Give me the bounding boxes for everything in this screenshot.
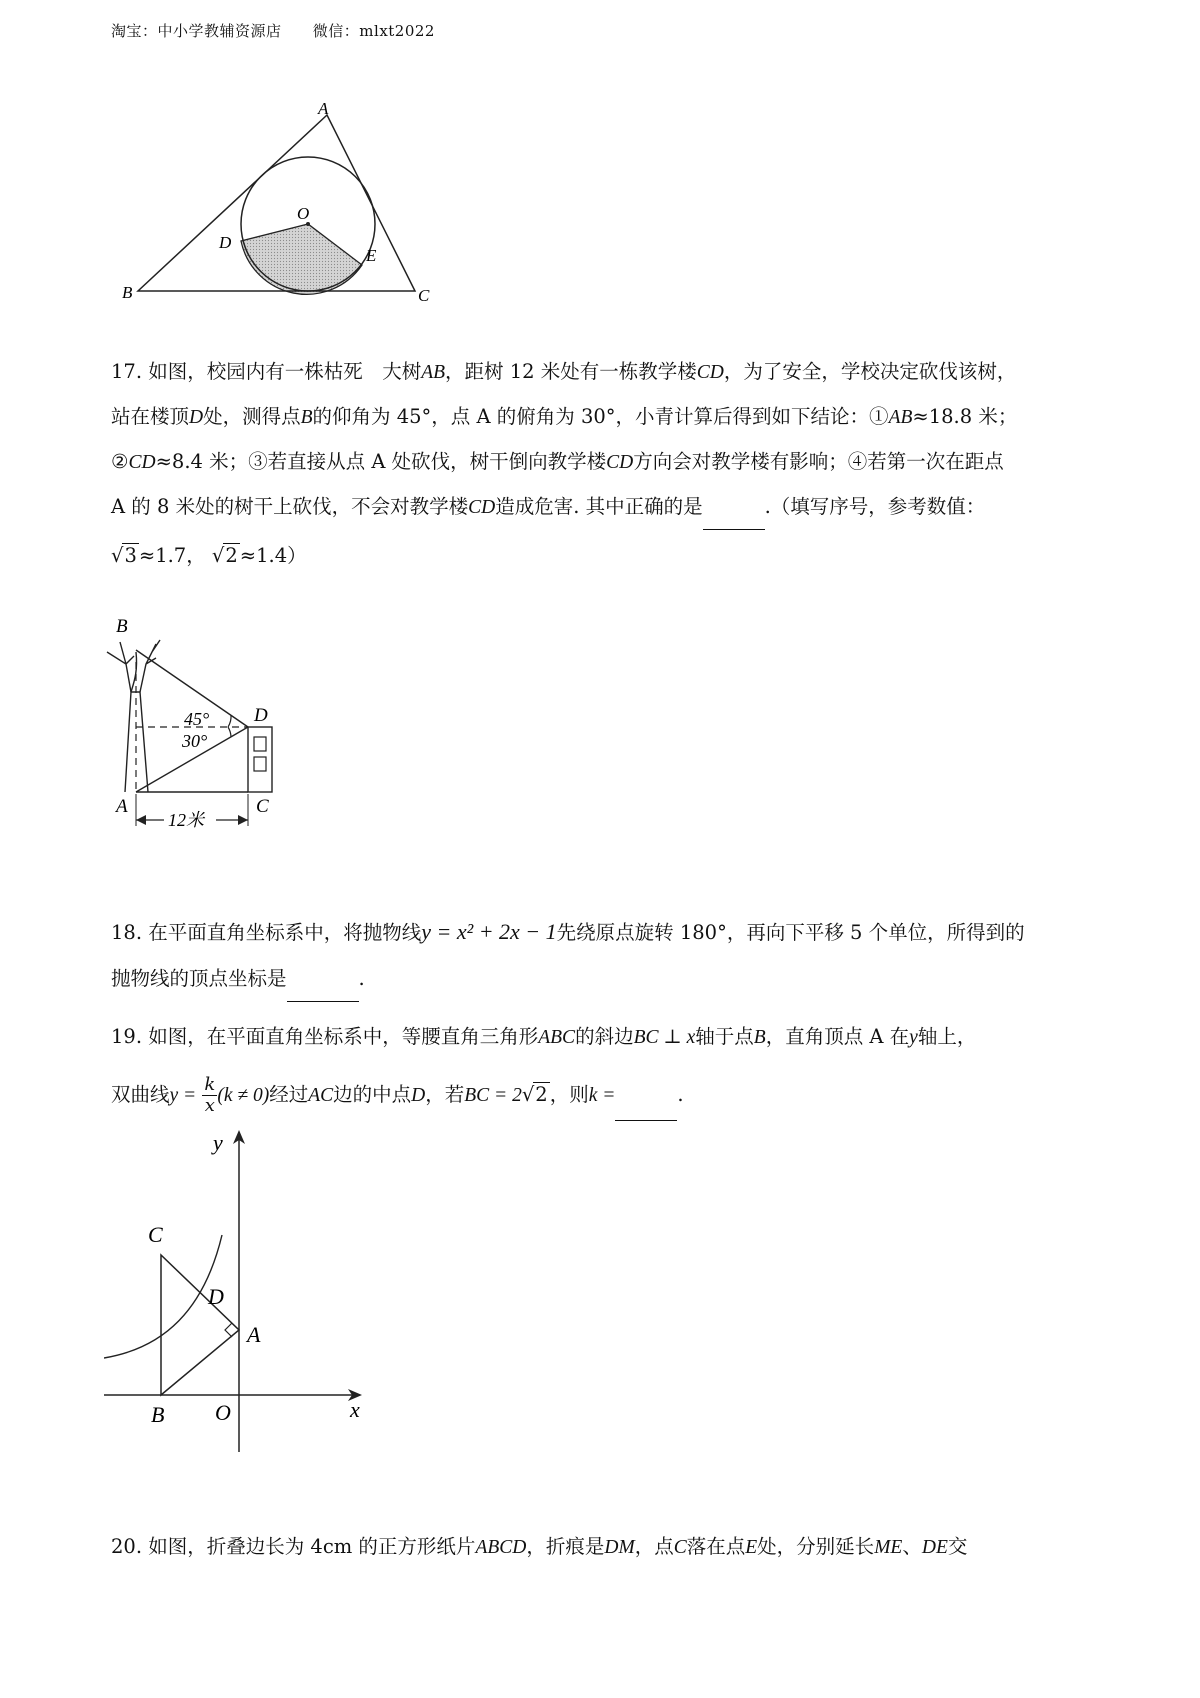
- label-b: B: [151, 1402, 165, 1427]
- label-d: D: [208, 1284, 224, 1309]
- right-angle-mark: [225, 1323, 232, 1337]
- figure-coordinate-plane: [104, 1120, 404, 1460]
- q17-line3: ②CD≈8.4 米；③若直接从点 A 处砍伐，树干倒向教学楼CD方向会对教学楼有影响；④若第一次在距点: [111, 450, 1004, 473]
- question-18: [111, 910, 1101, 1002]
- q20-line1: 20. 如图，折叠边长为 4cm 的正方形纸片ABCD，折痕是DM，点C落在点E处，分别延长ME、DE交: [111, 1535, 968, 1558]
- label-x: x: [350, 1397, 360, 1422]
- sqrt-2: √2: [211, 544, 238, 567]
- q19-line2: 双曲线y = $\frac{k}{x}$ (k ≠ 0)经过AC边的中点D，若BC = 2√2 ，则k = .: [111, 1070, 1101, 1121]
- question-17: [111, 350, 1101, 578]
- figure-incircle-triangle: [120, 98, 460, 328]
- label-a: A: [318, 99, 329, 118]
- label-d: D: [254, 705, 268, 726]
- angle-label-30: 30°: [182, 731, 208, 751]
- triangle-abc: [161, 1255, 239, 1395]
- label-o: O: [215, 1400, 231, 1425]
- q17-line2: 站在楼顶D处，测得点B的仰角为 45°，点 A 的俯角为 30°，小青计算后得到如下结论：①AB≈18.8 米；: [111, 405, 1018, 428]
- label-y: y: [213, 1130, 223, 1155]
- window-1: [254, 737, 266, 751]
- page-header: [111, 20, 461, 41]
- label-c: C: [148, 1222, 163, 1247]
- angle-label-45: 45°: [184, 709, 210, 729]
- wechat-label: 微信：mlxt2022: [312, 22, 435, 40]
- q17-line5: √3 ≈1.7， √2 ≈1.4）: [111, 534, 1101, 578]
- tree: [107, 640, 160, 792]
- label-o: O: [297, 204, 310, 223]
- label-b: B: [122, 283, 133, 302]
- shop-label: 淘宝：中小学教辅资源店: [111, 22, 282, 40]
- answer-blank-17[interactable]: [703, 485, 765, 530]
- label-c: C: [418, 286, 430, 305]
- q17-line1: 17. 如图，校园内有一株枯死 大树AB，距树 12 米处有一栋教学楼CD，为了安全，学校决定砍伐该树，: [111, 360, 1017, 383]
- q18-line2: 抛物线的顶点坐标是 .: [111, 957, 1101, 1002]
- sqrt-2-q19: √2: [521, 1083, 548, 1106]
- shaded-sector: [241, 224, 362, 294]
- question-19: [111, 1015, 1101, 1121]
- angle-arc-45: [228, 715, 231, 727]
- label-a: A: [247, 1322, 261, 1347]
- label-b: B: [116, 616, 128, 637]
- dimension-arrow-left: [136, 815, 146, 825]
- q17-line4: A 的 8 米处的树干上砍伐，不会对教学楼CD造成危害. 其中正确的是 .（填写序号，参考数值：: [111, 485, 1101, 530]
- window-2: [254, 757, 266, 771]
- fraction-k-over-x: $\frac{k}{x}$: [204, 1074, 216, 1116]
- sqrt-3: √3: [111, 544, 137, 567]
- q18-line1: 18. 在平面直角坐标系中，将抛物线y = x² + 2x − 1先绕原点旋转 180°，再向下平移 5 个单位，所得到的: [111, 919, 1025, 944]
- label-c: C: [256, 796, 269, 817]
- label-e: E: [366, 246, 377, 265]
- question-20: [111, 1525, 1101, 1570]
- angle-arc-30: [228, 727, 231, 737]
- figure-tree-building: [104, 612, 324, 847]
- q19-line1: 19. 如图，在平面直角坐标系中，等腰直角三角形ABC的斜边BC ⊥ x轴于点B，直角顶点 A 在y轴上，: [111, 1025, 977, 1048]
- answer-blank-18[interactable]: [287, 957, 359, 1002]
- label-d: D: [219, 233, 232, 252]
- label-a: A: [116, 796, 128, 817]
- dimension-arrow-right: [238, 815, 248, 825]
- answer-blank-19[interactable]: [615, 1070, 677, 1121]
- distance-label: 12米: [168, 810, 204, 830]
